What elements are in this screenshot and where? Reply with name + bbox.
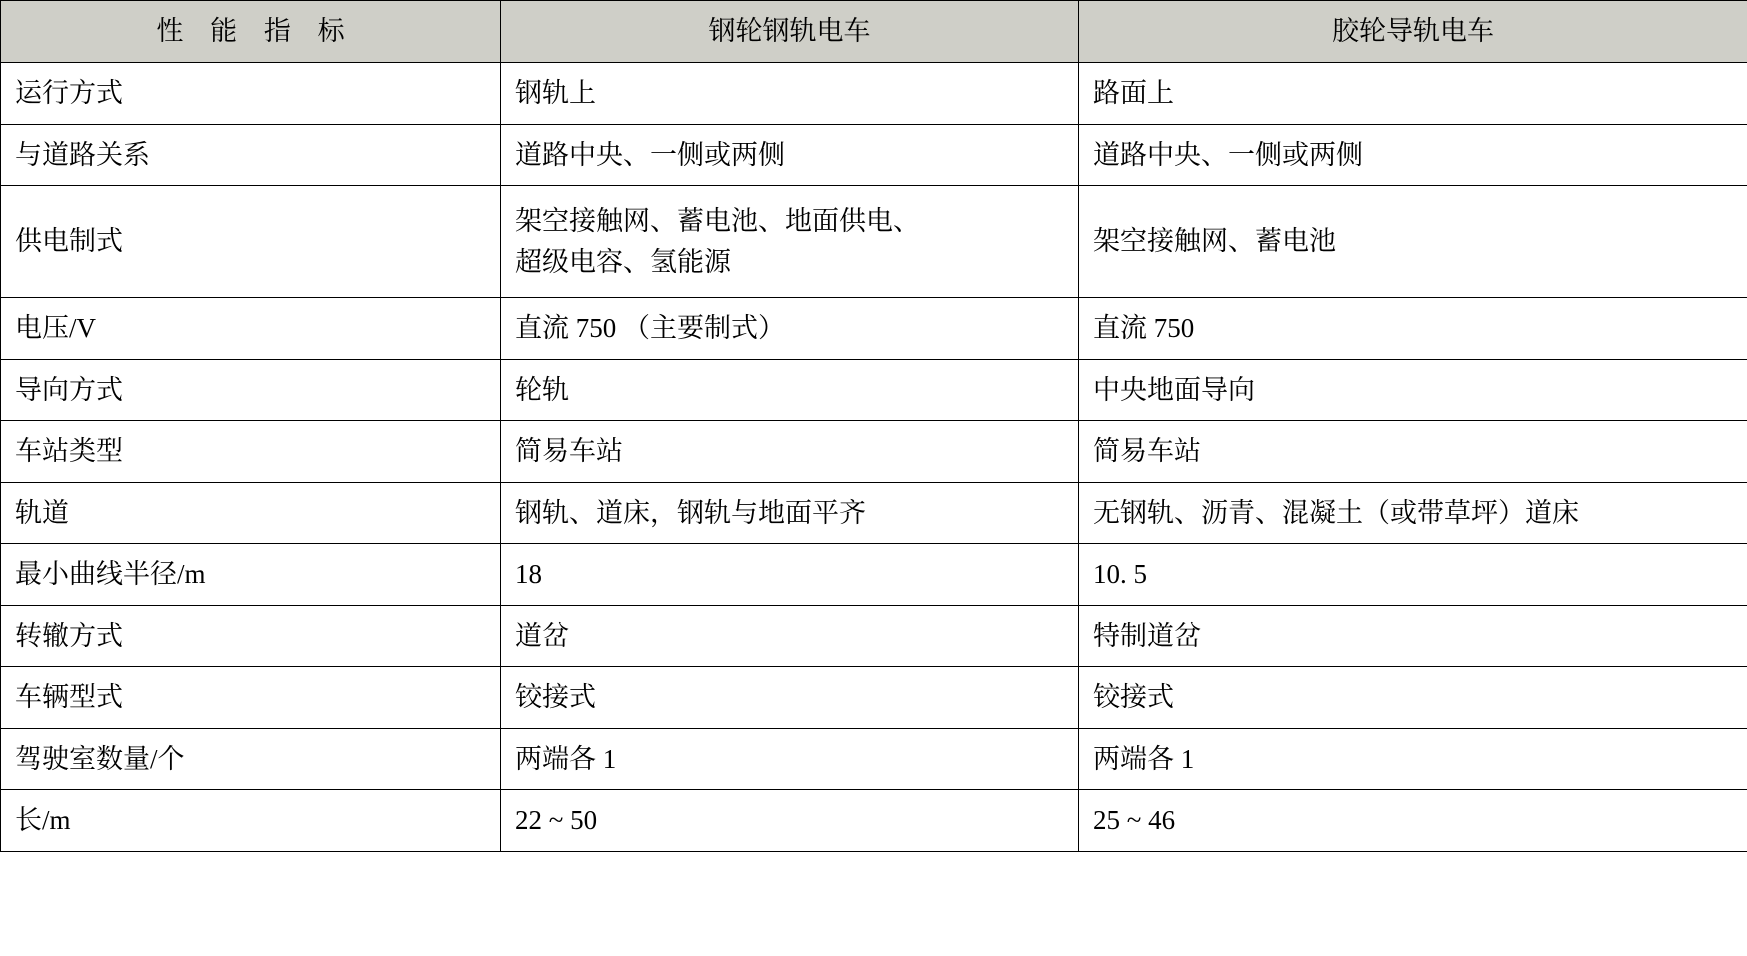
row-label: 轨道	[1, 482, 501, 544]
column-header-rubber-tyred-tram: 胶轮导轨电车	[1079, 1, 1747, 63]
row-label: 与道路关系	[1, 124, 501, 186]
row-label: 电压/V	[1, 298, 501, 360]
row-value-steel: 钢轨上	[501, 63, 1079, 125]
row-label: 长/m	[1, 790, 501, 852]
table-row	[1, 63, 1747, 125]
table-row	[1, 186, 1747, 298]
column-header-steel-wheel-tram: 钢轮钢轨电车	[501, 1, 1079, 63]
row-label: 驾驶室数量/个	[1, 728, 501, 790]
table-row	[1, 544, 1747, 606]
row-value-steel-line-2: 超级电容、氢能源	[515, 246, 731, 277]
table-header	[1, 1, 1747, 63]
row-value-rubber: 特制道岔	[1079, 605, 1747, 667]
row-value-steel: 22 ~ 50	[501, 790, 1079, 852]
row-value-rubber: 道路中央、一侧或两侧	[1079, 124, 1747, 186]
table-header-row	[1, 1, 1747, 63]
row-value-steel: 轮轨	[501, 359, 1079, 421]
row-value-rubber: 铰接式	[1079, 667, 1747, 729]
table-row	[1, 790, 1747, 852]
row-value-steel: 简易车站	[501, 421, 1079, 483]
table-row	[1, 605, 1747, 667]
row-value-steel: 道路中央、一侧或两侧	[501, 124, 1079, 186]
table-body	[1, 63, 1747, 852]
row-label: 运行方式	[1, 63, 501, 125]
row-value-rubber: 简易车站	[1079, 421, 1747, 483]
row-label: 转辙方式	[1, 605, 501, 667]
row-value-rubber: 架空接触网、蓄电池	[1079, 186, 1747, 298]
row-label: 车辆型式	[1, 667, 501, 729]
row-value-rubber: 两端各 1	[1079, 728, 1747, 790]
row-label: 供电制式	[1, 186, 501, 298]
column-header-metric: 性 能 指 标	[1, 1, 501, 63]
row-value-steel: 直流 750 （主要制式）	[501, 298, 1079, 360]
row-value-steel: 道岔	[501, 605, 1079, 667]
table-row	[1, 667, 1747, 729]
row-label: 导向方式	[1, 359, 501, 421]
row-value-steel	[501, 186, 1079, 298]
row-value-steel-line-1: 架空接触网、蓄电池、地面供电、	[515, 206, 920, 236]
row-value-rubber: 10. 5	[1079, 544, 1747, 606]
table-row	[1, 482, 1747, 544]
table-row	[1, 728, 1747, 790]
table-row	[1, 298, 1747, 360]
row-value-steel: 铰接式	[501, 667, 1079, 729]
row-value-rubber: 中央地面导向	[1079, 359, 1747, 421]
row-value-steel: 两端各 1	[501, 728, 1079, 790]
row-value-rubber: 无钢轨、沥青、混凝土（或带草坪）道床	[1079, 482, 1747, 544]
row-label: 最小曲线半径/m	[1, 544, 501, 606]
row-value-rubber: 直流 750	[1079, 298, 1747, 360]
row-value-steel: 钢轨、道床，钢轨与地面平齐	[501, 482, 1079, 544]
table-row	[1, 124, 1747, 186]
table-row	[1, 421, 1747, 483]
row-value-rubber: 路面上	[1079, 63, 1747, 125]
row-value-steel: 18	[501, 544, 1079, 606]
row-label: 车站类型	[1, 421, 501, 483]
row-value-rubber: 25 ~ 46	[1079, 790, 1747, 852]
table-row	[1, 359, 1747, 421]
